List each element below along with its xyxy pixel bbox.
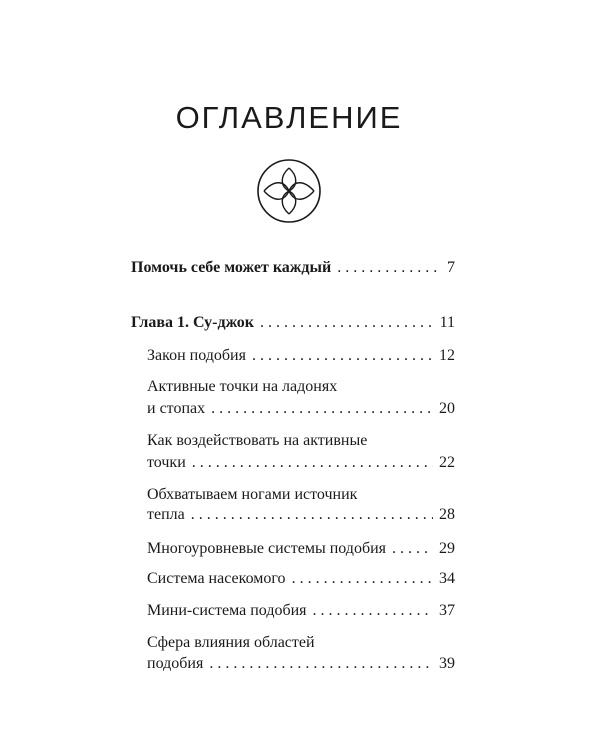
interlaced-knot-icon bbox=[256, 158, 322, 224]
toc-entry[interactable] bbox=[131, 255, 455, 281]
toc-entry-first-line[interactable]: Как воздействовать на активные bbox=[147, 432, 368, 449]
toc-page-number: 7 bbox=[447, 259, 455, 276]
toc-entry[interactable] bbox=[147, 343, 455, 369]
toc-page-number: 34 bbox=[439, 570, 455, 587]
toc-page-number: 20 bbox=[439, 400, 455, 417]
toc-entry-title: Система насекомого bbox=[147, 570, 286, 587]
toc-entry-title: точки bbox=[147, 454, 186, 471]
dot-leader bbox=[392, 536, 433, 562]
toc-entry-title: Многоуровневые системы подобия bbox=[147, 540, 387, 557]
toc-entry[interactable] bbox=[131, 310, 455, 336]
toc-page-number: 28 bbox=[439, 506, 455, 523]
toc-entry[interactable] bbox=[147, 566, 455, 592]
toc-entry[interactable] bbox=[147, 651, 455, 677]
dot-leader bbox=[211, 396, 433, 422]
toc-entry[interactable] bbox=[147, 450, 455, 476]
toc-entry-title: Мини-система подобия bbox=[147, 602, 307, 619]
toc-entry-first-line[interactable]: Сфера влияния областей bbox=[147, 634, 315, 651]
toc-page-number: 39 bbox=[439, 655, 455, 672]
toc-entry-title: и стопах bbox=[147, 400, 206, 417]
toc-page-number: 29 bbox=[439, 540, 455, 557]
toc-entry-first-line[interactable]: Обхватываем ногами источник bbox=[147, 486, 358, 503]
toc-entry-title: тепла bbox=[147, 506, 185, 523]
toc-page-number: 11 bbox=[439, 314, 455, 331]
page-title: ОГЛАВЛЕНИЕ bbox=[175, 100, 403, 135]
toc-entry[interactable] bbox=[147, 598, 455, 624]
toc-page-number: 12 bbox=[439, 347, 455, 364]
toc-page-number: 37 bbox=[439, 602, 455, 619]
toc-entry[interactable] bbox=[147, 396, 455, 422]
toc-entry-first-line[interactable]: Активные точки на ладонях bbox=[147, 378, 338, 395]
dot-leader bbox=[313, 598, 433, 624]
dot-leader bbox=[209, 651, 433, 677]
toc-entry[interactable] bbox=[147, 502, 455, 528]
dot-leader bbox=[192, 450, 433, 476]
dot-leader bbox=[260, 310, 434, 336]
dot-leader bbox=[337, 255, 441, 281]
toc-entry-title: подобия bbox=[147, 655, 204, 672]
toc-entry-title: Закон подобия bbox=[147, 347, 246, 364]
toc-entry-title: Глава 1. Су-джок bbox=[131, 314, 254, 331]
toc-entry[interactable] bbox=[147, 536, 455, 562]
dot-leader bbox=[292, 566, 433, 592]
dot-leader bbox=[191, 502, 433, 528]
toc-entry-title: Помочь себе может каждый bbox=[131, 259, 332, 276]
dot-leader bbox=[252, 343, 433, 369]
toc-page-number: 22 bbox=[439, 454, 455, 471]
